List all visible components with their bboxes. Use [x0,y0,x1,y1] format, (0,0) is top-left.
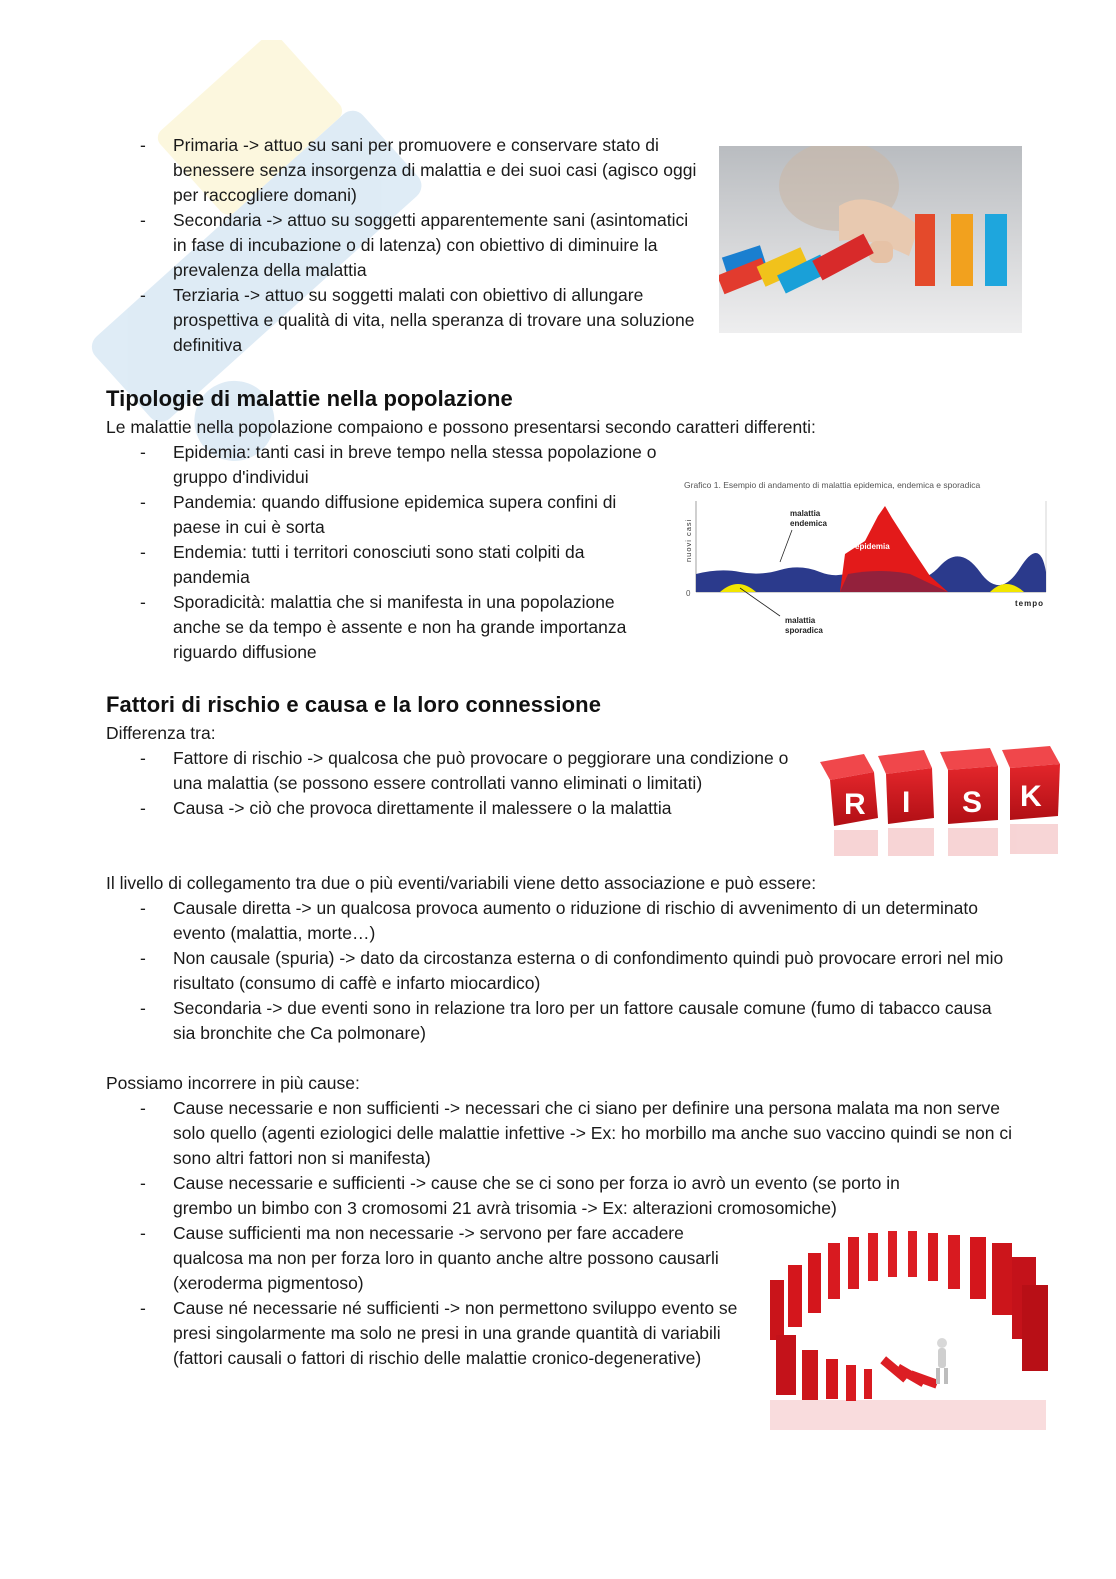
list-item: - Cause necessarie e sufficienti -> cause che se ci sono per forza io avrò un evento (se porto in grembo un bimbo con 3 cromosomi 21 avrà trisomia -> Ex: alterazioni cromosomiche) [106,1171,953,1221]
domino-photo [719,146,1022,333]
section-intro: Il livello di collegamento tra due o più eventi/variabili viene detto associazione e può essere: [106,873,817,893]
prevention-section [106,133,706,358]
disease-types-list [106,440,661,665]
section-heading: Tipologie di malattie nella popolazione [106,386,513,411]
label-sporadic-1: malattia [785,616,816,625]
list-item: - Sporadicità: malattia che si manifesta in una popolazione anche se da tempo è assente e non ha grande importanza riguardo diffusione [106,590,661,665]
domino-circle-image [760,1225,1058,1440]
chart-zero: 0 [686,589,691,598]
risk-letter-k: K [1020,780,1042,813]
risk-letter-r: R [844,788,866,821]
list-item: - Fattore di rischio -> qualcosa che può provocare o peggiorare una condizione o una malattia (se possono essere controllati vanno eliminati o limitati) [106,746,806,796]
list-item: - Causale diretta -> un qualcosa provoca aumento o riduzione di rischio di avvenimento di un determinato evento (malattia, morte…) [106,896,1016,946]
list-item: - Secondaria -> attuo su soggetti apparentemente sani (asintomatici in fase di incubazione o di latenza) con obiettivo di diminuire la prevalenza della malattia [106,208,706,283]
list-item: - Non causale (spuria) -> dato da circostanza esterna o di confondimento quindi può provocare errori nel mio risultato (consumo di caffè e infarto miocardico) [106,946,1016,996]
prevention-list [106,133,706,358]
chart-x-label: tempo [1015,599,1044,608]
risk-letter-i: I [902,786,911,819]
label-endemic-1: malattia [790,509,821,518]
list-item: - Primaria -> attuo su sani per promuovere e conservare stato di benessere senza insorgenza di malattia e dei suoi casi (agisco oggi per raccogliere domani) [106,133,706,208]
chart-y-label: nuovi casi [684,518,693,562]
label-epidemic: epidemia [855,542,890,551]
list-item: - Cause né necessarie né sufficienti -> non permettono sviluppo evento se presi singolarmente ma solo ne presi in una grande quantità di variabili (fattori causali o fattori di rischio delle malattie cronico-degenerative) [106,1296,738,1371]
risk-letter-s: S [962,786,983,819]
section-intro: Possiamo incorrere in più cause: [106,1073,360,1093]
chart-caption: Grafico 1. Esempio di andamento di malattia epidemica, endemica e sporadica [684,480,981,490]
list-item: - Pandemia: quando diffusione epidemica supera confini di paese in cui è sorta [106,490,661,540]
list-item: - Epidemia: tanti casi in breve tempo nella stessa popolazione o gruppo d'individui [106,440,661,490]
section-intro: Differenza tra: [106,723,216,743]
risk-cubes-image [812,740,1068,862]
list-item: - Cause necessarie e non sufficienti -> necessari che ci siano per definire una persona malata ma non serve solo quello (agenti eziologici delle malattie infettive -> Ex: ho morbillo ma anche suo vaccino quindi se non ci sono altri fattori non si manifesta) [106,1096,1016,1171]
association-list [106,896,1016,1046]
risk-list [106,746,806,821]
risk-section [106,692,806,821]
list-item: - Endemia: tutti i territori conosciuti sono stati colpiti da pandemia [106,540,661,590]
list-item: - Cause sufficienti ma non necessarie -> servono per fare accadere qualcosa ma non per forza loro in quanto anche altre possono causarli (xeroderma pigmentoso) [106,1221,733,1296]
list-item: - Secondaria -> due eventi sono in relazione tra loro per un fattore causale comune (fumo di tabacco causa sia bronchite che Ca polmonare) [106,996,1016,1046]
label-sporadic-2: sporadica [785,626,823,635]
label-endemic-2: endemica [790,519,827,528]
list-item: - Causa -> ciò che provoca direttamente il malessere o la malattia [106,796,806,821]
epidemic-chart [680,476,1060,640]
association-section [106,871,1016,1046]
list-item: - Terziaria -> attuo su soggetti malati con obiettivo di allungare prospettiva e qualità di vita, nella speranza di trovare una soluzione definitiva [106,283,706,358]
section-heading: Fattori di rischio e causa e la loro connessione [106,692,602,717]
section-intro: Le malattie nella popolazione compaiono e possono presentarsi secondo caratteri differenti: [106,417,816,437]
